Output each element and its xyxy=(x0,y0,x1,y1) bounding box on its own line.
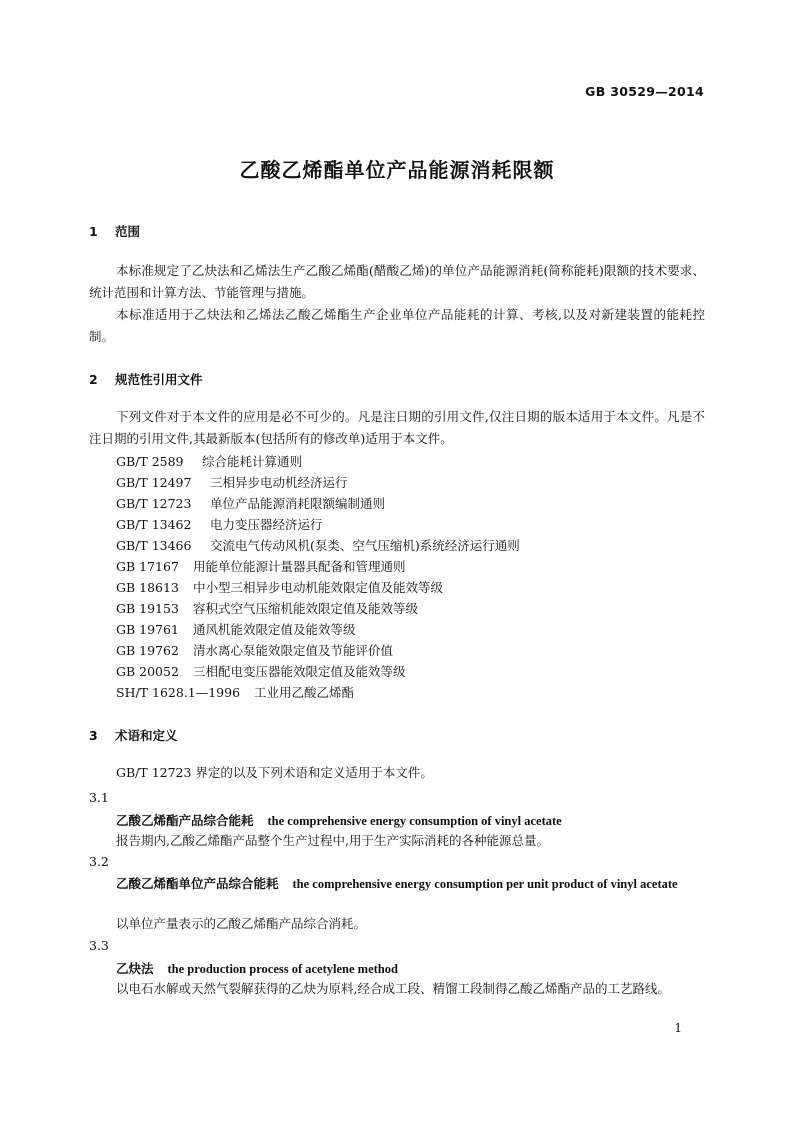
term-entry xyxy=(89,873,705,895)
reference-title: 综合能耗计算通则 xyxy=(202,454,303,469)
reference-item xyxy=(116,451,302,472)
term-chinese: 乙酸乙烯酯产品综合能耗 xyxy=(116,813,254,828)
reference-item xyxy=(116,598,418,619)
reference-item xyxy=(116,640,393,661)
reference-title: 三相异步电动机经济运行 xyxy=(210,475,348,490)
section-number: 2 xyxy=(89,372,98,387)
reference-item xyxy=(116,577,443,598)
references-intro: 下列文件对于本文件的应用是必不可少的。凡是注日期的引用文件,仅注日期的版本适用于本文件。凡是不注日期的引用文件,其最新版本(包括所有的修改单)适用于本文件。 xyxy=(89,409,705,446)
term-english: the production process of acetylene method xyxy=(167,962,398,976)
reference-code: GB/T 12497 xyxy=(116,475,192,490)
section-number: 3 xyxy=(89,728,98,743)
section-number: 1 xyxy=(89,224,98,239)
reference-code: GB 17167 xyxy=(116,559,179,574)
reference-title: 通风机能效限定值及能效等级 xyxy=(193,622,356,637)
clause-number: 3.3 xyxy=(89,938,109,953)
reference-title: 三相配电变压器能效限定值及能效等级 xyxy=(193,664,406,679)
reference-item xyxy=(116,661,406,682)
term-entry xyxy=(116,959,398,977)
terms-intro: GB/T 12723 界定的以及下列术语和定义适用于本文件。 xyxy=(116,765,433,780)
term-definition: 以单位产量表示的乙酸乙烯酯产品综合消耗。 xyxy=(116,916,367,931)
reference-code: GB/T 2589 xyxy=(116,454,184,469)
term-entry xyxy=(116,811,562,829)
reference-title: 清水离心泵能效限定值及节能评价值 xyxy=(193,643,394,658)
reference-code: GB/T 12723 xyxy=(116,496,192,511)
page-number: 1 xyxy=(674,1021,682,1035)
standard-number: GB 30529—2014 xyxy=(585,84,704,99)
term-chinese: 乙酸乙烯酯单位产品综合能耗 xyxy=(116,876,279,891)
term-english: the comprehensive energy consumption of vinyl acetate xyxy=(267,814,562,828)
reference-item xyxy=(116,619,356,640)
section-title: 术语和定义 xyxy=(115,728,178,743)
term-definition: 报告期内,乙酸乙烯酯产品整个生产过程中,用于生产实际消耗的各种能源总量。 xyxy=(116,833,549,848)
reference-code: GB 19761 xyxy=(116,622,179,637)
reference-title: 用能单位能源计量器具配备和管理通则 xyxy=(193,559,406,574)
clause-number: 3.2 xyxy=(89,854,109,869)
scope-paragraph-1: 本标准规定了乙炔法和乙烯法生产乙酸乙烯酯(醋酸乙烯)的单位产品能源消耗(简称能耗)限额的技术要求、统计范围和计算方法、节能管理与措施。 xyxy=(89,263,705,300)
reference-code: GB/T 13466 xyxy=(116,538,192,553)
reference-code: SH/T 1628.1—1996 xyxy=(116,685,241,700)
reference-item xyxy=(116,535,520,556)
reference-code: GB 20052 xyxy=(116,664,179,679)
reference-title: 单位产品能源消耗限额编制通则 xyxy=(210,496,386,511)
section-title: 规范性引用文件 xyxy=(115,372,203,387)
reference-title: 容积式空气压缩机能效限定值及能效等级 xyxy=(193,601,419,616)
reference-code: GB 19153 xyxy=(116,601,179,616)
section-1-heading xyxy=(89,222,140,240)
clause-number: 3.1 xyxy=(89,790,109,805)
term-definition: 以电石水解或天然气裂解获得的乙炔为原料,经合成工段、精馏工段制得乙酸乙烯酯产品的工艺路线。 xyxy=(116,981,670,996)
section-3-heading xyxy=(89,726,178,744)
reference-code: GB 18613 xyxy=(116,580,179,595)
reference-title: 工业用乙酸乙烯酯 xyxy=(254,685,355,700)
reference-item xyxy=(116,493,385,514)
term-chinese: 乙炔法 xyxy=(116,961,154,976)
scope-paragraph-2: 本标准适用于乙炔法和乙烯法乙酸乙烯酯生产企业单位产品能耗的计算、考核,以及对新建装置的能耗控制。 xyxy=(89,307,705,344)
section-2-heading xyxy=(89,370,203,388)
reference-item xyxy=(116,514,323,535)
reference-item xyxy=(116,556,406,577)
reference-title: 电力变压器经济运行 xyxy=(210,517,323,532)
reference-title: 中小型三相异步电动机能效限定值及能效等级 xyxy=(193,580,444,595)
reference-code: GB 19762 xyxy=(116,643,179,658)
reference-item xyxy=(116,472,348,493)
document-title: 乙酸乙烯酯单位产品能源消耗限额 xyxy=(239,158,555,182)
reference-code: GB/T 13462 xyxy=(116,517,192,532)
reference-title: 交流电气传动风机(泵类、空气压缩机)系统经济运行通则 xyxy=(210,538,520,553)
term-english: the comprehensive energy consumption per unit product of vinyl acetate xyxy=(292,877,678,891)
section-title: 范围 xyxy=(115,224,141,239)
reference-item xyxy=(116,682,354,703)
